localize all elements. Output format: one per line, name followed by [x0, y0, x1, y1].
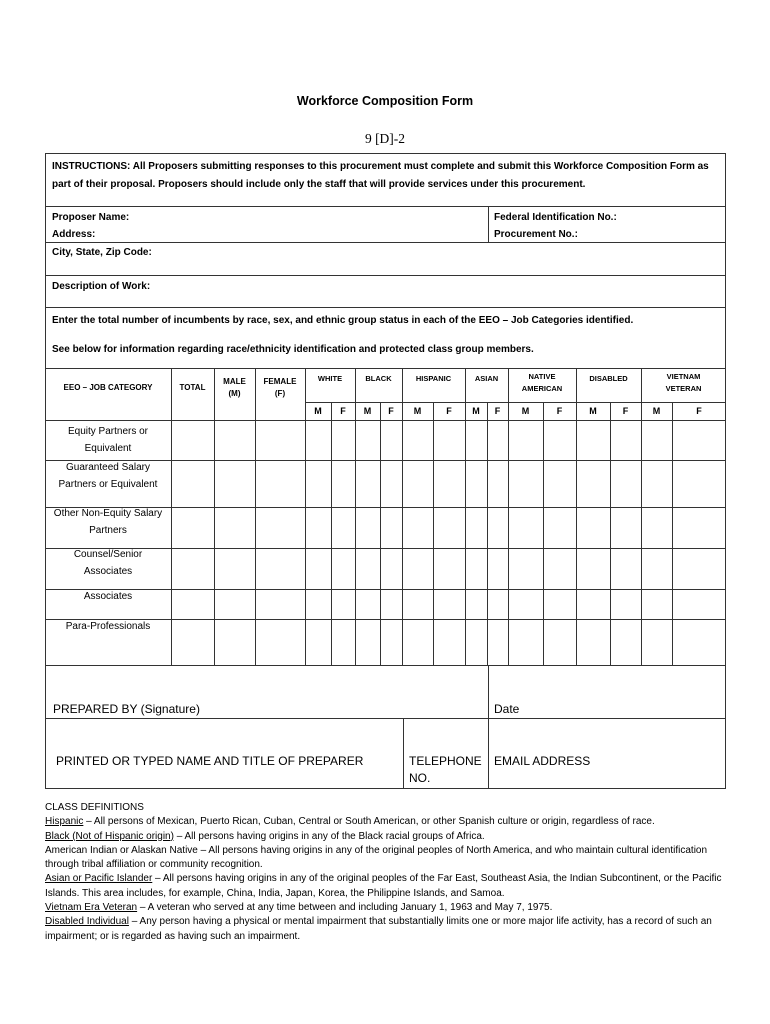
table-divider [45, 368, 726, 369]
definition-term: Vietnam Era Veteran [45, 902, 138, 914]
group-header-line: VETERAN [665, 384, 702, 393]
see-below-note: See below for information regarding race/ethnicity identification and protected class group members. [52, 344, 534, 355]
job-category-line: Equity Partners or [67, 426, 149, 437]
class-definitions [45, 801, 735, 944]
job-category-label [46, 424, 170, 457]
female-subheader: F [494, 406, 501, 416]
total-header: TOTAL [179, 383, 206, 392]
job-category-label [46, 589, 170, 606]
male-header-line: (M) [228, 389, 241, 398]
eeo-category-header: EEO – JOB CATEGORY [63, 383, 153, 392]
female-subheader: F [446, 406, 452, 416]
group-header-white [305, 373, 355, 385]
group-header-line: DISABLED [589, 374, 628, 383]
male-subheader: M [521, 406, 530, 416]
group-header-line: AMERICAN [521, 384, 563, 393]
divider [45, 307, 726, 308]
job-category-label [46, 506, 170, 539]
definitions-heading: CLASS DEFINITIONS [45, 802, 144, 813]
divider [403, 718, 404, 789]
form-title: Workforce Composition Form [296, 94, 474, 108]
definition-text: – All persons having origins in any of the original peoples of the Far East, Southeast Asia, the Indian Subcontinent, or the Pacific Islands. This area includes, for example, China, India, Japan, Korea, the Philippine Islands, and Samoa. [45, 873, 722, 899]
table-divider [487, 402, 488, 665]
female-header-line: FEMALE [263, 377, 297, 386]
definition-item [45, 901, 735, 915]
table-divider [171, 368, 172, 665]
table-divider [331, 402, 332, 665]
group-header-vietnam [641, 371, 726, 395]
group-header-line: ASIAN [474, 374, 499, 383]
job-category-line: Counsel/Senior [73, 549, 143, 560]
definition-item [45, 872, 735, 901]
table-divider [672, 402, 673, 665]
prepared-by-signature-field[interactable]: PREPARED BY (Signature) [53, 702, 200, 716]
definition-text: – All persons having origins in any of the Black racial groups of Africa. [173, 830, 485, 842]
divider [45, 206, 726, 207]
table-divider [610, 402, 611, 665]
group-header-line: WHITE [317, 374, 343, 383]
job-category-line: Partners [89, 524, 127, 536]
definitions-list [45, 815, 735, 944]
male-subheader: M [363, 406, 372, 416]
female-subheader: F [622, 406, 629, 416]
city-state-zip-field[interactable]: City, State, Zip Code: [52, 247, 152, 258]
job-category-label [46, 547, 170, 580]
divider [488, 206, 489, 242]
female-header-line: (F) [274, 389, 286, 398]
group-header-asian [465, 373, 508, 385]
group-header-black [355, 373, 402, 385]
email-address-field[interactable]: EMAIL ADDRESS [494, 754, 591, 768]
definition-term: Black (Not of Hispanic origin) [45, 830, 174, 842]
form-subtitle: 9 [D]-2 [364, 131, 406, 146]
male-header [214, 376, 255, 400]
definition-item [45, 830, 735, 844]
table-divider [543, 402, 544, 665]
definition-term: Hispanic [45, 816, 84, 828]
address-field[interactable]: Address: [52, 229, 96, 240]
definition-term: Disabled Individual [45, 916, 129, 928]
job-category-label [46, 619, 170, 636]
table-divider [45, 420, 726, 421]
telephone-label: TELEPHONE [409, 754, 482, 768]
group-header-line: BLACK [365, 374, 392, 383]
definition-text: – All persons of Mexican, Puerto Rican, Cuban, Central or South American, or other Spanish culture or origin, regardless of race. [83, 816, 655, 828]
enter-instructions: Enter the total number of incumbents by race, sex, and ethnic group status in each of the EEO – Job Categories identified. [52, 315, 634, 326]
definition-text: – A veteran who served at any time between and including January 1, 1963 and May 7, 1975. [137, 902, 553, 914]
job-category-line: Para-Professionals [65, 621, 151, 632]
description-of-work-field[interactable]: Description of Work: [52, 281, 151, 292]
procurement-no-field[interactable]: Procurement No.: [494, 229, 578, 240]
federal-id-field[interactable]: Federal Identification No.: [494, 212, 617, 223]
group-header-native [508, 371, 576, 395]
job-category-line: Other Non-Equity Salary [53, 508, 163, 519]
male-subheader: M [589, 406, 597, 416]
group-header-line: HISPANIC [415, 374, 452, 383]
instructions-text: INSTRUCTIONS: All Proposers submitting responses to this procurement must complete and submit this Workforce Composition Form as part of their proposal. Proposers should include only the staff that will provide services under this procurement. [52, 161, 709, 190]
table-divider [433, 402, 434, 665]
female-subheader: F [388, 406, 394, 416]
job-category-line: Partners or Equivalent [58, 478, 158, 490]
definition-text: – All persons having origins in any of the original peoples of North America, and who maintain cultural identification through tribal affiliation or community recognition. [45, 844, 708, 871]
female-subheader: F [696, 406, 702, 416]
definition-term: American Indian or Alaskan Native [45, 844, 198, 856]
job-category-line: Guaranteed Salary [66, 462, 150, 473]
male-header-line: MALE [223, 377, 246, 386]
printed-name-title-field[interactable]: PRINTED OR TYPED NAME AND TITLE OF PREPARER [56, 754, 364, 768]
table-divider [214, 368, 215, 665]
definition-text: – Any person having a physical or mental impairment that substantially limits one or more major life activity, has a record of such an impairment; or is regarded as having such an impairment. [45, 916, 712, 942]
group-header-line: NATIVE [528, 372, 556, 381]
divider [45, 275, 726, 276]
definition-item [45, 915, 735, 944]
definition-item [45, 815, 735, 829]
proposer-name-field[interactable]: Proposer Name: [52, 212, 130, 223]
telephone-label-no: NO. [409, 771, 431, 785]
date-field[interactable]: Date [494, 702, 520, 716]
female-subheader: F [556, 406, 563, 416]
job-category-line: Associates [83, 591, 133, 602]
table-divider [380, 402, 381, 665]
male-subheader: M [413, 406, 422, 416]
male-subheader: M [652, 406, 661, 416]
female-header [255, 376, 305, 400]
job-category-line: Equivalent [84, 442, 132, 454]
divider [45, 718, 726, 719]
job-category-line: Associates [83, 565, 133, 577]
divider [45, 242, 726, 243]
table-divider [255, 368, 256, 665]
definition-item [45, 844, 735, 873]
group-header-line: VIETNAM [666, 372, 701, 381]
male-subheader: M [472, 406, 480, 416]
divider [45, 665, 726, 666]
group-header-hispanic [402, 373, 465, 385]
divider [488, 665, 489, 789]
definition-term: Asian or Pacific Islander [45, 873, 153, 885]
male-subheader: M [314, 406, 322, 416]
job-category-label [46, 460, 170, 493]
table-divider [305, 402, 726, 403]
female-subheader: F [340, 406, 346, 416]
group-header-disabled [576, 373, 641, 385]
telephone-field[interactable] [409, 753, 482, 787]
